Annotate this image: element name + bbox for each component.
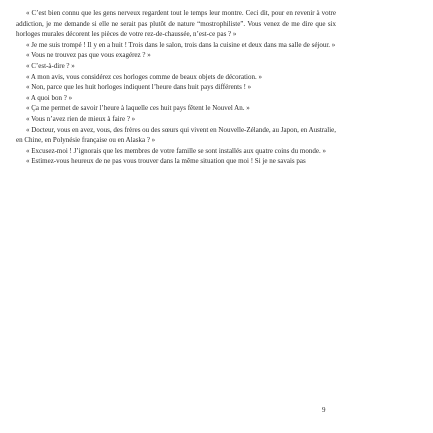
paragraph-8: « Ça me permet de savoir l’heure à laquelle ces huit pays fêtent le Nouvel An. » [26, 104, 250, 113]
paragraph-12: « Estimez-vous heureux de ne pas vous trouver dans la même situation que moi ! Si je ne savais pas [26, 157, 306, 166]
paragraph-10: « Docteur, vous en avez, vous, des frères ou des sœurs qui vivent en Nouvelle-Zélande, au Japon, en Australie, en Chine, en Polynésie française ou en Alaska ? » [16, 125, 336, 145]
paragraph-3: « Vous ne trouvez pas que vous exagérez ? » [26, 51, 151, 60]
paragraph-1: « C’est bien connu que les gens nerveux regardent tout le temps leur montre. Ceci dit, pour en revenir à votre addiction, je me demande si elle ne serait pas plutôt de nature “mostrophiliste”. Vous venez de me dire que six horloges murales décorent les pièces de votre rez-de-chaussée, n’est-ce pas ? » [16, 9, 336, 39]
paragraph-5: « A mon avis, vous considérez ces horloges comme de beaux objets de décoration. » [26, 72, 262, 81]
paragraph-6: « Non, parce que les huit horloges indiquent l’heure dans huit pays différents ! » [26, 83, 252, 92]
paragraph-11: « Excusez-moi ! J’ignorais que les membres de votre famille se sont installés aux quatre coins du monde. » [26, 146, 326, 155]
paragraph-7: « A quoi bon ? » [26, 93, 73, 102]
paragraph-9: « Vous n’avez rien de mieux à faire ? » [26, 114, 136, 123]
paragraph-2: « Je me suis trompé ! Il y en a huit ! Trois dans le salon, trois dans la cuisine et deux dans ma salle de séjour. » [26, 40, 336, 49]
paragraph-4: « C’est-à-dire ? » [26, 61, 75, 70]
book-page-text [16, 8, 336, 167]
page-number: 9 [322, 406, 326, 414]
